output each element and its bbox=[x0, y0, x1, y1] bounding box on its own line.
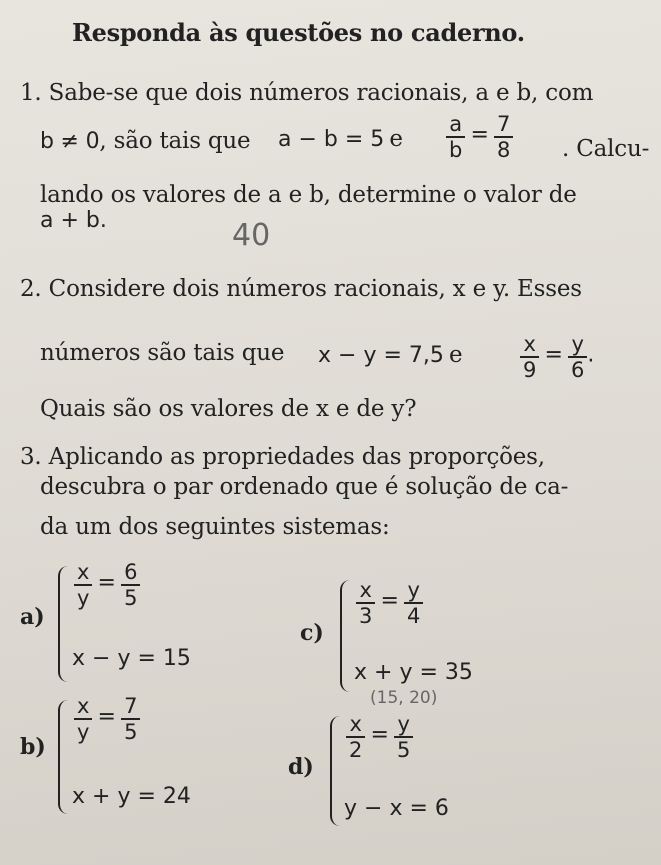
system-c-handwritten-solution: (15, 20) bbox=[370, 688, 438, 708]
system-d-eq2: y − x = 6 bbox=[344, 796, 449, 821]
system-c-eq2: x + y = 35 bbox=[354, 660, 473, 685]
q2-line1 bbox=[20, 276, 582, 302]
system-d-eq1: $\frac{x}{2}$ = $\frac{y}{5}$ bbox=[346, 712, 413, 762]
q1-handwritten-answer: 40 bbox=[232, 218, 271, 253]
system-a-eq2: x − y = 15 bbox=[72, 646, 191, 671]
q2-number: 2. bbox=[20, 276, 42, 302]
q1-number: 1. bbox=[20, 80, 42, 106]
q1-proportion: $\frac{a}{b}$ = $\frac{7}{8}$ bbox=[446, 112, 513, 162]
q1-conj: e bbox=[389, 126, 403, 152]
system-b-label: b) bbox=[20, 734, 46, 760]
q1-frac-b: $\frac{7}{8}$ bbox=[494, 112, 513, 162]
q2-line2-start: números são tais que bbox=[40, 340, 285, 366]
system-a-label: a) bbox=[20, 604, 45, 630]
q3-text-line1: Aplicando as propriedades das proporções, bbox=[48, 444, 545, 470]
q2-proportion: $\frac{x}{9}$ = $\frac{y}{6}$ . bbox=[520, 332, 594, 382]
q2-equation-row bbox=[318, 342, 462, 368]
q1-eq1: a − b = 5 bbox=[278, 127, 385, 152]
q3-line3: da um dos seguintes sistemas: bbox=[40, 514, 390, 540]
q3-line2: descubra o par ordenado que é solução de ca- bbox=[40, 474, 569, 500]
q2-frac-a: $\frac{x}{9}$ bbox=[520, 332, 539, 382]
q2-line3: Quais são os valores de x e de y? bbox=[40, 396, 417, 422]
q1-line1 bbox=[20, 80, 593, 106]
q1-line2-mid: , são tais que bbox=[99, 128, 251, 154]
q1-line3: lando os valores de a e b, determine o valor de bbox=[40, 182, 577, 208]
q2-conj: e bbox=[448, 342, 463, 368]
q1-text-line1: Sabe-se que dois números racionais, a e b, com bbox=[48, 80, 594, 106]
system-d-brace bbox=[330, 716, 344, 826]
q1-line2-end: . Calcu- bbox=[562, 136, 650, 162]
system-c-label: c) bbox=[300, 620, 324, 646]
q1-line4: a + b. bbox=[40, 208, 107, 233]
system-c-brace bbox=[340, 580, 354, 692]
system-d-label: d) bbox=[288, 754, 314, 780]
instruction-header: Responda às questões no caderno. bbox=[72, 18, 525, 47]
q3-number: 3. bbox=[20, 444, 42, 470]
q2-text-line1: Considere dois números racionais, x e y. Esses bbox=[48, 276, 582, 302]
system-c-eq1: $\frac{x}{3}$ = $\frac{y}{4}$ bbox=[356, 578, 423, 628]
system-b-eq1: $\frac{x}{y}$ = $\frac{7}{5}$ bbox=[74, 694, 140, 744]
q2-eq1: x − y = 7,5 bbox=[318, 343, 444, 368]
q1-line2 bbox=[40, 128, 250, 154]
q3-line1 bbox=[20, 444, 545, 470]
q1-equation-row bbox=[278, 126, 403, 152]
system-a-eq1: $\frac{x}{y}$ = $\frac{6}{5}$ bbox=[74, 560, 140, 610]
q2-frac-b: $\frac{y}{6}$ bbox=[568, 332, 587, 382]
q1-condition: b ≠ 0 bbox=[40, 129, 100, 154]
system-a-brace bbox=[58, 566, 72, 682]
system-b-brace bbox=[58, 700, 72, 814]
q1-frac-a: $\frac{a}{b}$ bbox=[446, 112, 465, 162]
system-b-eq2: x + y = 24 bbox=[72, 784, 191, 809]
